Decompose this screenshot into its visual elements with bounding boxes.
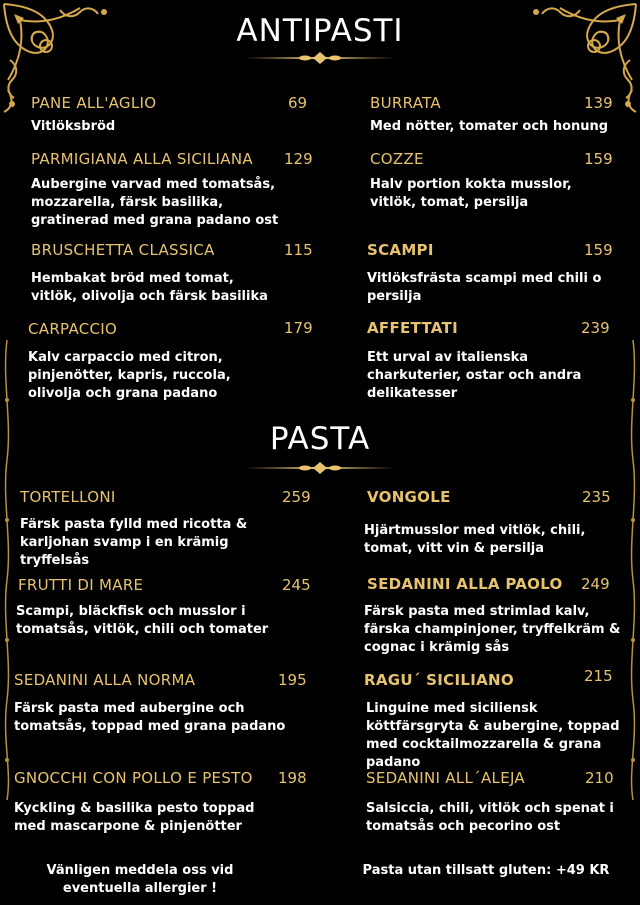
menu-item-price: 179: [284, 319, 313, 337]
menu-item-price: 195: [278, 671, 307, 689]
menu-item-price: 129: [284, 150, 313, 168]
menu-item-description: Halv portion kokta musslor, vitlök, tomat, persilja: [370, 177, 572, 210]
menu-item-name: RAGU´ SICILIANO: [364, 671, 514, 689]
menu-item-name: BRUSCHETTA CLASSICA: [31, 241, 215, 259]
menu-item-description: Färsk pasta med strimlad kalv, färska champinjoner, tryffelkräm & cognac i krämig sås: [364, 604, 621, 655]
menu-item-description: Scampi, bläckfisk och musslor i tomatsås, vitlök, chili och tomater: [16, 604, 269, 637]
menu-item-price: 115: [284, 241, 313, 259]
menu-item-price: 210: [585, 769, 614, 787]
menu-item-description: Hembakat bröd med tomat, vitlök, olivolja och färsk basilika: [31, 271, 268, 304]
menu-item-name: SEDANINI ALLA NORMA: [14, 671, 196, 689]
menu-item-description: Med nötter, tomater och honung: [370, 119, 609, 134]
menu-item-price: 198: [278, 769, 307, 787]
vine-border-icon: [0, 340, 14, 800]
menu-item-name: GNOCCHI CON POLLO E PESTO: [14, 769, 253, 787]
menu-item-description: Aubergine varvad med tomatsås, mozzarella, färsk basilika, gratinerad med grana padano ost: [31, 177, 279, 228]
menu-item-name: BURRATA: [370, 94, 441, 112]
menu-item-name: PANE ALL'AGLIO: [31, 94, 157, 112]
menu-item-name: COZZE: [370, 150, 424, 168]
menu-item-description: Kyckling & basilika pesto toppad med mascarpone & pinjenötter: [14, 801, 255, 834]
section-title-pasta: PASTA: [269, 421, 371, 457]
menu-item-description: Linguine med siciliensk köttfärsgryta & aubergine, toppad med cocktailmozzarella & grana padano: [366, 701, 620, 770]
menu-item-description: Ett urval av italienska charkuterier, ostar och andra delikatesser: [367, 350, 582, 401]
divider-ornament-icon: [245, 461, 395, 475]
menu-item-price: 159: [584, 241, 613, 259]
menu-item-description: Vitlöksbröd: [31, 119, 116, 134]
menu-item-name: PARMIGIANA ALLA SICILIANA: [31, 150, 253, 168]
menu-item-name: SEDANINI ALLA PAOLO: [367, 575, 563, 593]
menu-item-description: Hjärtmusslor med vitlök, chili, tomat, vitt vin & persilja: [364, 523, 586, 556]
menu-item-name: SCAMPI: [367, 241, 434, 259]
menu-item-name: SEDANINI ALL´ALEJA: [366, 769, 525, 787]
menu-item-description: Färsk pasta med aubergine och tomatsås, toppad med grana padano: [14, 701, 286, 734]
allergy-note: Vänligen meddela oss vid eventuella allergier !: [46, 863, 234, 896]
menu-item-name: AFFETTATI: [367, 319, 458, 337]
menu-item-description: Färsk pasta fylld med ricotta & karljohan svamp i en krämig tryffelsås: [20, 517, 248, 568]
menu-item-description: Vitlöksfrästa scampi med chili o persilja: [367, 271, 602, 304]
menu-item-price: 159: [584, 150, 613, 168]
vine-border-icon: [626, 340, 640, 800]
menu-item-name: CARPACCIO: [28, 320, 118, 338]
menu-item-name: FRUTTI DI MARE: [18, 576, 144, 594]
menu-item-name: TORTELLONI: [20, 488, 116, 506]
divider-ornament-icon: [245, 51, 395, 65]
menu-item-price: 239: [581, 319, 610, 337]
section-title-antipasti: ANTIPASTI: [236, 13, 404, 49]
menu-item-price: 139: [584, 94, 613, 112]
menu-item-description: Salsiccia, chili, vitlök och spenat i tomatsås och pecorino ost: [366, 801, 614, 834]
menu-item-price: 249: [581, 575, 610, 593]
menu-item-price: 215: [584, 667, 613, 685]
menu-item-price: 245: [282, 576, 311, 594]
menu-item-price: 69: [288, 94, 308, 112]
menu-item-price: 235: [582, 488, 611, 506]
menu-item-price: 259: [282, 488, 311, 506]
menu-item-name: VONGOLE: [367, 488, 451, 506]
menu-item-description: Kalv carpaccio med citron, pinjenötter, kapris, ruccola, olivolja och grana padano: [28, 350, 231, 401]
gluten-note: Pasta utan tillsatt gluten: +49 KR: [362, 863, 610, 878]
